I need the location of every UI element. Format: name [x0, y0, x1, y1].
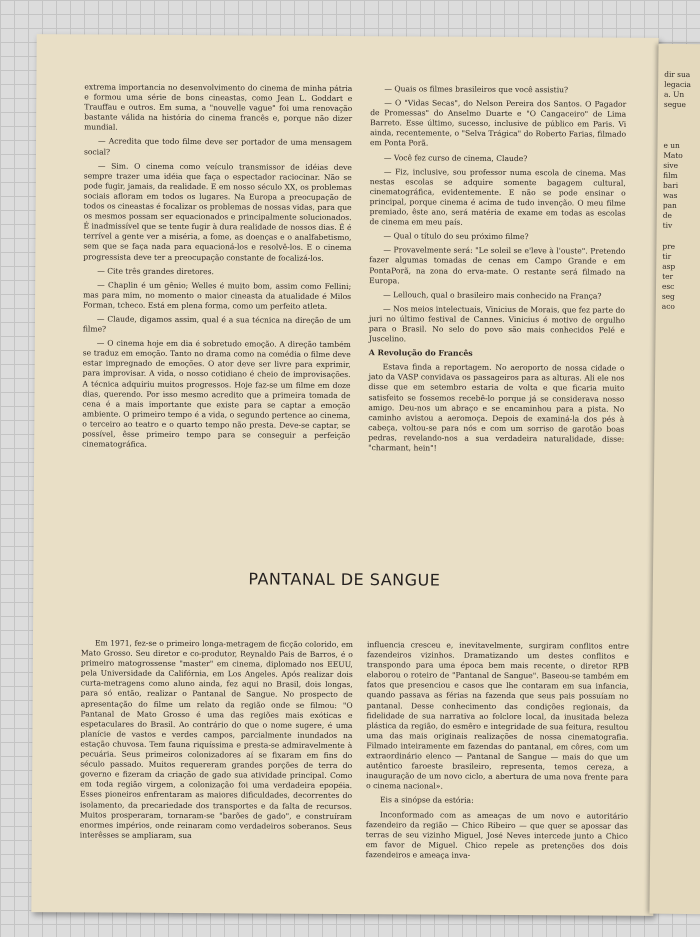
magazine-page — [31, 34, 658, 916]
text-line: aco — [661, 301, 675, 312]
text-line: a. Un — [663, 89, 685, 100]
paragraph: — O "Vidas Secas", do Nelson Pereira dos Santos. O Pagador de Promessas" do Anselmo Duarte e "O Cangaceiro" de Lima Barreto. Esse último, sucesso, inclusive de público em Paris. Vi ainda, recentemente, o "Selva Trágica" do Roberto Farias, filmado em Ponta Porã. — [370, 98, 627, 148]
text-line: sive — [663, 160, 679, 170]
text-line: film — [663, 170, 678, 180]
text-line: pan — [662, 200, 677, 211]
text-line: de — [662, 211, 672, 221]
text-line: esc — [661, 281, 675, 291]
article-left-column — [80, 638, 353, 846]
text-line: ter — [662, 271, 674, 281]
text-line: tir — [662, 251, 672, 261]
paragraph: — Cite três grandes diretores. — [97, 266, 215, 276]
paragraph: extrema importancia no desenvolvimento do cinema de minha pátria e formou uma série de bons cineastas, como Jean L. Goddart e Trauffau e outros. Em suma, a "nouvelle vague" foi uma renovação bastante válida na história do cinema francês e, porque não dizer mundial. — [84, 82, 353, 132]
text-line: legacia — [664, 79, 691, 90]
text-line — [664, 130, 700, 141]
article-right-column — [366, 640, 629, 866]
paragraph: — Sim. O cinema como veículo transmissor de idéias deve sempre trazer uma idéia que faça o espectador raciocinar. Não se pode fugir, jamais, da realidade. E em nosso século XX, os problemas sociais afloram em todos os lugares. Na Europa a preocupação de todos os cineastas é focalizar os problemas de nossas vidas, para que os mesmos possam ser equacionados e principalmente solucionados. É inadmissível que se tente fugir à dura realidade de nossos dias. É é terrível a gente ver a miséria, a fome, as doenças e o analfabetismo, sem que se faça nada para equacioná-los e resolvê-los. E o cinema progressista deve ter a preocupação constante de focalizá-los. — [83, 161, 352, 263]
interview-right-column — [368, 84, 626, 459]
section-heading: A Revolução do Francês — [368, 348, 473, 358]
paragraph: — Fiz, inclusive, sou professor numa escola de cinema. Mas nestas escolas se adquire somente bagagem cultural, cinematográfica, evidentemente. E não se pode ensinar o principal, porque cinema é acima de tudo invenção. O meu filme premiado, êste ano, será matéria de exame em todas as escolas de cinema em meu país. — [369, 166, 626, 227]
next-page-text — [662, 70, 700, 313]
paragraph: — Qual o título do seu próximo filme? — [383, 231, 529, 242]
text-line — [664, 120, 700, 131]
paragraph: — Lellouch, qual o brasileiro mais conhecido na França? — [383, 289, 602, 301]
paragraph: — Nos meios intelectuais, Vinicius de Morais, que fez parte do juri no último festival de Cannes. Vinicius é motivo de orgulho para o Brasil. No selo do povo são mais conhecidos Pelé e Juscelino. — [368, 304, 626, 344]
text-line: bari — [663, 180, 679, 190]
paragraph: — Você fez curso de cinema, Claude? — [383, 152, 528, 163]
paragraph: Inconformado com as ameaças de um novo e autoritário fazendeiro da região — Chico Ribeiro — que quer se apossar das terras de seu vizinho Miguel, José Neves intercede junto a Chico em favor de Miguel. Chico repele as pretenções dos dois fazendeiros e ameaça inva- — [365, 809, 628, 860]
paragraph: Em 1971, fez-se o primeiro longa-metragem de ficção colorido, em Mato Grosso. Seu diretor e co-produtor, Reynaldo Pais de Barros, é o primeiro matogrossense "master" em cinema, diplomado nos EEUU, pela Universidade da Califórnia, em Los Angeles. Após realizar dois curta-metragens como aluno ainda, fez aqui no Brasil, dois longas, para só então, realizar o Pantanal de Sangue. No prospecto de apresentação do filme um relato da região onde se filmou: "O Pantanal de Mato Grosso é uma das regiões mais exóticas e espetaculares do Brasil. Ao contrário do que o nome sugere, é uma planície de vastos e verdes campos, parcialmente inundados na estação chuvosa. Tem fauna riquíssima e presta-se admiravelmente à pecuária. Seus primeiros colonizadores aí se fixaram em fins do século passado. Muitos requereram grandes porções de terra do governo e fizeram da criação de gado sua atividade principal. Como em toda região virgem, a colonização foi uma verdadeira epopéia. Esses pioneiros enfrentaram as maiores dificuldades, decorrentes do isolamento, da precariedade dos transportes e da falta de recursos. Muitos prosperaram, tornaram-se "barões de gado", e construíram enormes impérios, onde reinaram como verdadeiros soberanos. Seus interêsses se ampliaram, sua — [79, 638, 353, 840]
paragraph: Estava finda a reportagem. No aeroporto de nossa cidade o jato da VASP convidava os passageiros para as alturas. Ali ele nos disse que em setembro estaria de volta e que ficaria muito satisfeito se fossemos recebê-lo porque já se considerava nosso amigo. Deu-nos um abraço e se encaminhou para a pista. No caminho avistou a aeromoça. Depois de examiná-la dos pés à cabeça, voltou-se para nós e com um sorriso de garotão boas pedras, revelando-nos a sua verdadeira naturalidade, disse: "charmant, hein"! — [368, 362, 625, 453]
text-line — [664, 110, 700, 121]
text-line: was — [662, 190, 678, 201]
article-title: PANTANAL DE SANGUE — [248, 569, 441, 590]
next-page-edge — [649, 44, 700, 915]
text-line: segue — [663, 100, 686, 110]
text-line: asp — [662, 261, 676, 271]
interview-left-column — [82, 82, 352, 455]
paragraph: — Chaplin é um gênio; Welles é muito bom, assim como Fellini; mas para mim, no momento o maior cineasta da atualidade é Milos Forman, tcheco. Está em plena forma, como um perfeito atleta. — [83, 280, 352, 311]
text-line: e un — [663, 140, 680, 150]
paragraph: — Provavelmente será: "Le soleil se e'leve à l'ouste". Pretendo fazer algumas tomadas de cenas em Campo Grande e em PontaPorã, na zona do erva-mate. O restante será filmado na Europa. — [369, 245, 626, 285]
text-line: pre — [662, 241, 676, 251]
text-line: seg — [661, 291, 675, 301]
paragraph: — Acredita que todo filme deve ser portador de uma mensagem social? — [83, 136, 353, 157]
text-line — [662, 231, 700, 242]
paragraph: Eis a sinópse da estória: — [379, 795, 474, 806]
paragraph: — Quais os filmes brasileiros que você assistiu? — [384, 84, 569, 95]
paragraph: — Claude, digamos assim, qual é a sua técnica na direção de um filme? — [82, 314, 351, 334]
paragraph: influencia cresceu e, inevitavelmente, surgiram conflitos entre fazendeiros vizinhos. Dramatizando um destes conflitos e transpondo para uma época bem mais recente, o diretor RPB elaborou o roteiro de "Pantanal de Sangue". Baseou-se também em fatos que presenciou e casos que lhe contaram em sua infancia, quando passava as férias na fazenda que seus pais possuíam no pantanal. Desse conhecimento das condições regionais, da fidelidade de sua narrativa ao folclore local, da inusitada beleza plástica da região, do esmêro e integridade de sua feitura, resultou uma das mais originais realizações de nossa cinematografia. Filmado inteiramente em fazendas do pantanal, em côres, com um extraordinário elenco — Pantanal de Sangue — mais do que um autêntico faroeste brasileiro, representa, temos cereza, a inauguração de um novo ciclo, a abertura de uma nova frente para o cinema nacional». — [366, 640, 629, 791]
text-line: tiv — [662, 221, 673, 231]
text-line: Mato — [663, 150, 683, 160]
text-line: dir sua — [664, 69, 691, 80]
paragraph: — O cinema hoje em dia é sobretudo emoção. A direção também se traduz em emoção. Tanto no drama como na comédia o filme deve estar impregnado de emoções. O ator deve ser livre para exprimir, para improvisar. A vida, o nosso cotidiano é cheio de improvisações. A técnica adquiriu muitos progressos. Hoje faz-se um filme em doze dias, querendo. Por isso mesmo acredito que a primeira tomada de cena é a mais importante que existe para se captar a emoção ambiente. O primeiro tempo é a vida, o segundo pertence ao cinema, o terceiro ao teatro e o quarto tempo não presta. Deve-se captar, se possível, êsse primeiro tempo para se conseguir a perfeição cinematográfica. — [82, 338, 351, 449]
